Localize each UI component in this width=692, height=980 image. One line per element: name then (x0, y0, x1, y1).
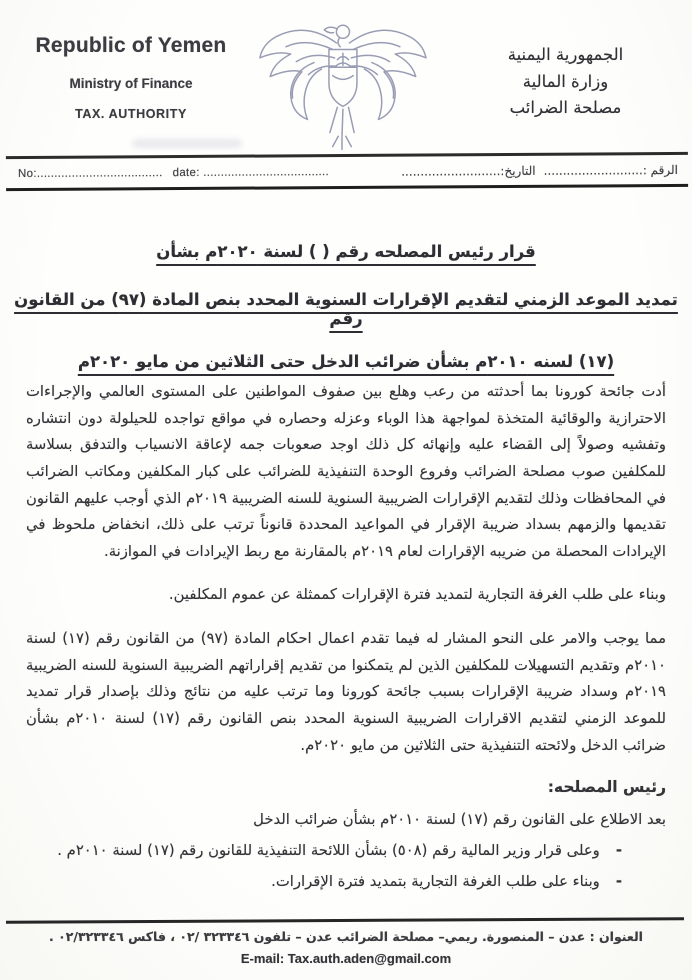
decree-title-block (0, 242, 692, 371)
date-arabic-dotted-line: .......................... (401, 164, 501, 179)
english-ministry-title: Ministry of Finance (69, 76, 193, 91)
scan-smudge (132, 139, 242, 148)
no-dotted-line: .................................... (36, 167, 163, 180)
decree-title-line-1: قرار رئيس المصلحه رقم ( ) لسنة ٢٠٢٠م بشأن (156, 242, 536, 261)
footer-divider (6, 917, 684, 924)
footer-email-line: E-mail: Tax.auth.aden@gmail.com (240, 951, 452, 966)
date-arabic-label: التاريخ: (500, 163, 536, 179)
list-item (26, 842, 622, 859)
bullet-dash: - (615, 842, 622, 860)
bullet-chamber-request: وبناء على طلب الغرفة التجارية بتمديد فترة الإقرارات. (271, 873, 600, 891)
footer-address-line: العنوان : عدن – المنصورة. ريمي– مصلحة الضرائب عدن – تلفون ٣٢٣٣٤٦ /٠٢ ، فاكس ٠٢/٣٢٣٣٤٦ . (49, 929, 643, 944)
ref-number-date-arabic (401, 163, 678, 179)
arabic-authority-title: مصلحة الضرائب (509, 98, 622, 118)
list-item (26, 873, 622, 890)
decree-body (26, 379, 666, 904)
chief-of-authority-heading: رئيس المصلحه: (547, 778, 666, 797)
number-arabic-dotted-line: .......................... (543, 163, 643, 178)
preamble-bullet-list (26, 842, 666, 890)
header-arabic-block (483, 42, 648, 122)
english-authority-title: TAX. AUTHORITY (75, 107, 187, 121)
reference-band (6, 152, 688, 191)
bullet-dash: - (615, 873, 622, 891)
english-country-title: Republic of Yemen (35, 34, 227, 57)
decree-title-line-2: تمديد الموعد الزمني لتقديم الإقرارات السنوية المحدد بنص المادة (٩٧) من القانون رقم (14, 290, 678, 328)
arabic-ministry-title: وزارة المالية (522, 71, 609, 91)
yemen-eagle-emblem-icon (247, 14, 437, 154)
header-english-block (24, 34, 238, 121)
bullet-minister-decision: وعلى قرار وزير المالية رقم (٥٠٨) بشأن اللائحة التنفيذية للقانون رقم (١٧) لسنة ٢٠١٠م . (57, 842, 600, 860)
body-paragraph-extension-decision: مما يوجب والامر على النحو المشار له فيما تقدم اعمال احكام المادة (٩٧) من القانون رقم (١٧) لسنة ٢٠١٠م وتقديم التسهيلات للمكلفين الذين لم يتمكنوا من تقديم إقراراتهم الضريبية السنوية للسنه الضريبية ٢٠١٩م وسداد ضريبة الإقرارات بسبب جائحة كورونا وما ترتب عليه من نتائج وذلك بإصدار قرار تمديد للموعد الزمني لتقديم الاقرارات الضريبية السنوية المحدد بنص القانون رقم (١٧) لسنة ٢٠١٠م بشأن ضرائب الدخل ولائحته التنفيذية حتى الثلاثين من مايو ٢٠٢٠م. (26, 630, 667, 754)
body-paragraph-pandemic: أدت جائحة كورونا بما أحدثته من رعب وهلع بين صفوف المواطنين على المستوى العالمي والإجراءات الاحترازية والوقائية المتخذة لمواجهة هذا الوباء وعزله وحصاره في مواقع تواجده للحيلولة دون انتشاره وتفشيه وصولاً إلى القضاء عليه وإنهائه كل ذلك اوجد صعوبات جمه لإعاقة الانسياب والتدفق بسلاسة للمكلفين صوب مصلحة الضرائب وفروع الوحدة التنفيذية للضرائب على كبار المكلفين ومكاتب الضرائب في المحافظات وذلك لتقديم الإقرارات الضريبية السنوية للسنه الضريبية ٢٠١٩م الذي أوجب عليهم القانون تقديمها والزمهم بسداد ضريبة الإقرار في المواعيد المحددة قانوناً ترتب على ذلك، انخفاض ملحوظ في الإيرادات المحصلة من ضريبه الإقرارات لعام ٢٠١٩م بالمقارنة مع ربط الإيرادات في الموازنة. (26, 383, 666, 560)
ref-number-date-english (18, 166, 329, 180)
body-paragraph-chamber-request: وبناء على طلب الغرفة التجارية لتمديد فترة الإقرارات كممثلة عن عموم المكلفين. (168, 586, 666, 604)
date-label: date: (172, 166, 200, 180)
number-arabic-label: الرقم : (642, 162, 679, 178)
no-label: No: (17, 167, 37, 181)
decree-title-line-3: (١٧) لسنه ٢٠١٠م بشأن ضرائب الدخل حتى الثلاثين من مايو ٢٠٢٠م (77, 352, 615, 371)
date-dotted-line: .................................... (203, 166, 330, 179)
arabic-country-title: الجمهورية اليمنية (507, 45, 624, 64)
preamble-law-reference: بعد الاطلاع على القانون رقم (١٧) لسنة ٢٠١٠م بشأن ضرائب الدخل (253, 811, 666, 829)
